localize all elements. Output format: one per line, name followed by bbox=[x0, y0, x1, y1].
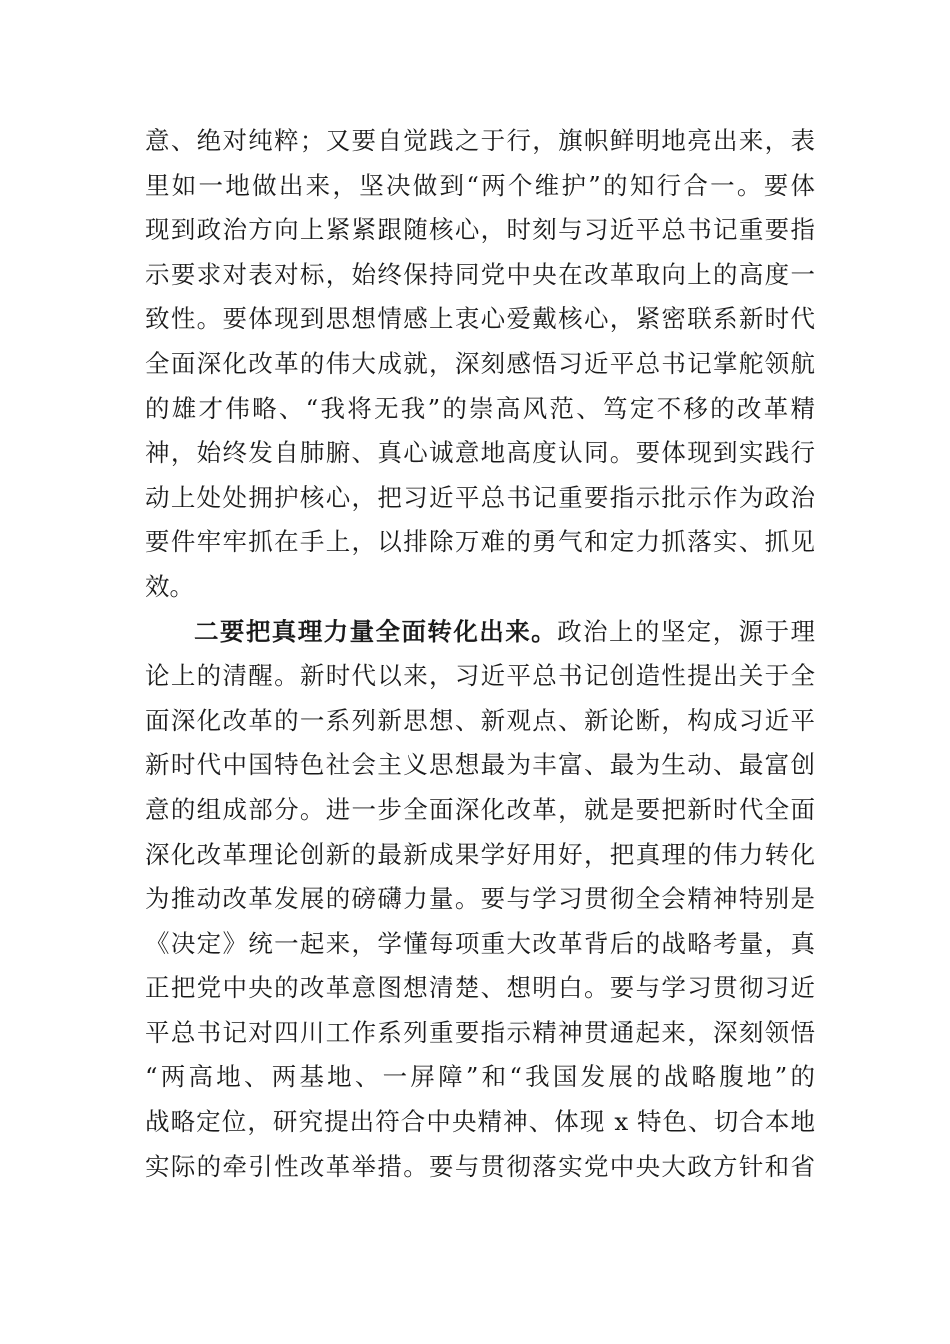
text-line: 神，始终发自肺腑、真心诚意地高度认同。要体现到实践行 bbox=[145, 438, 815, 468]
text-line: 效。 bbox=[145, 571, 194, 601]
paragraph-1 bbox=[145, 119, 815, 610]
text-line: 深化改革理论创新的最新成果学好用好，把真理的伟力转化 bbox=[145, 839, 815, 869]
text-line: 平总书记对四川工作系列重要指示精神贯通起来，深刻领悟 bbox=[145, 1017, 815, 1047]
text-line: 现到政治方向上紧紧跟随核心，时刻与习近平总书记重要指 bbox=[145, 215, 815, 245]
text-line: 要件牢牢抓在手上，以排除万难的勇气和定力抓落实、抓见 bbox=[145, 527, 815, 557]
text-line: 动上处处拥护核心，把习近平总书记重要指示批示作为政治 bbox=[145, 482, 815, 512]
text-line: 里如一地做出来，坚决做到“两个维护”的知行合一。要体 bbox=[145, 170, 815, 200]
text-line: 战略定位，研究提出符合中央精神、体现 x 特色、切合本地 bbox=[145, 1107, 815, 1137]
text-line: “两高地、两基地、一屏障”和“我国发展的战略腹地”的 bbox=[145, 1062, 815, 1092]
text-line: 正把党中央的改革意图想清楚、想明白。要与学习贯彻习近 bbox=[145, 973, 815, 1003]
text-line: 为推动改革发展的磅礴力量。要与学习贯彻全会精神特别是 bbox=[145, 884, 815, 914]
text-line: 论上的清醒。新时代以来，习近平总书记创造性提出关于全 bbox=[145, 661, 815, 691]
text-line: 新时代中国特色社会主义思想最为丰富、最为生动、最富创 bbox=[145, 750, 815, 780]
paragraph-first-line bbox=[145, 610, 815, 655]
text-line: 致性。要体现到思想情感上衷心爱戴核心，紧密联系新时代 bbox=[145, 304, 815, 334]
text-line: 的雄才伟略、“我将无我”的崇高风范、笃定不移的改革精 bbox=[145, 393, 815, 423]
text-line: 全面深化改革的伟大成就，深刻感悟习近平总书记掌舵领航 bbox=[145, 348, 815, 378]
text-line: 示要求对表对标，始终保持同党中央在改革取向上的高度一 bbox=[145, 259, 815, 289]
text-line: 意、绝对纯粹；又要自觉践之于行，旗帜鲜明地亮出来，表 bbox=[145, 126, 815, 155]
paragraph-first-line-text: 政治上的坚定，源于理 bbox=[557, 616, 816, 646]
document-body bbox=[145, 119, 815, 1189]
text-line: 《决定》统一起来，学懂每项重大改革背后的战略考量，真 bbox=[145, 928, 815, 958]
text-line: 意的组成部分。进一步全面深化改革，就是要把新时代全面 bbox=[145, 794, 815, 824]
text-line: 面深化改革的一系列新思想、新观点、新论断，构成习近平 bbox=[145, 705, 815, 735]
paragraph-heading: 二要把真理力量全面转化出来。 bbox=[194, 616, 558, 646]
text-line: 实际的牵引性改革举措。要与贯彻落实党中央大政方针和省 bbox=[145, 1151, 815, 1181]
paragraph-2 bbox=[145, 610, 815, 1190]
